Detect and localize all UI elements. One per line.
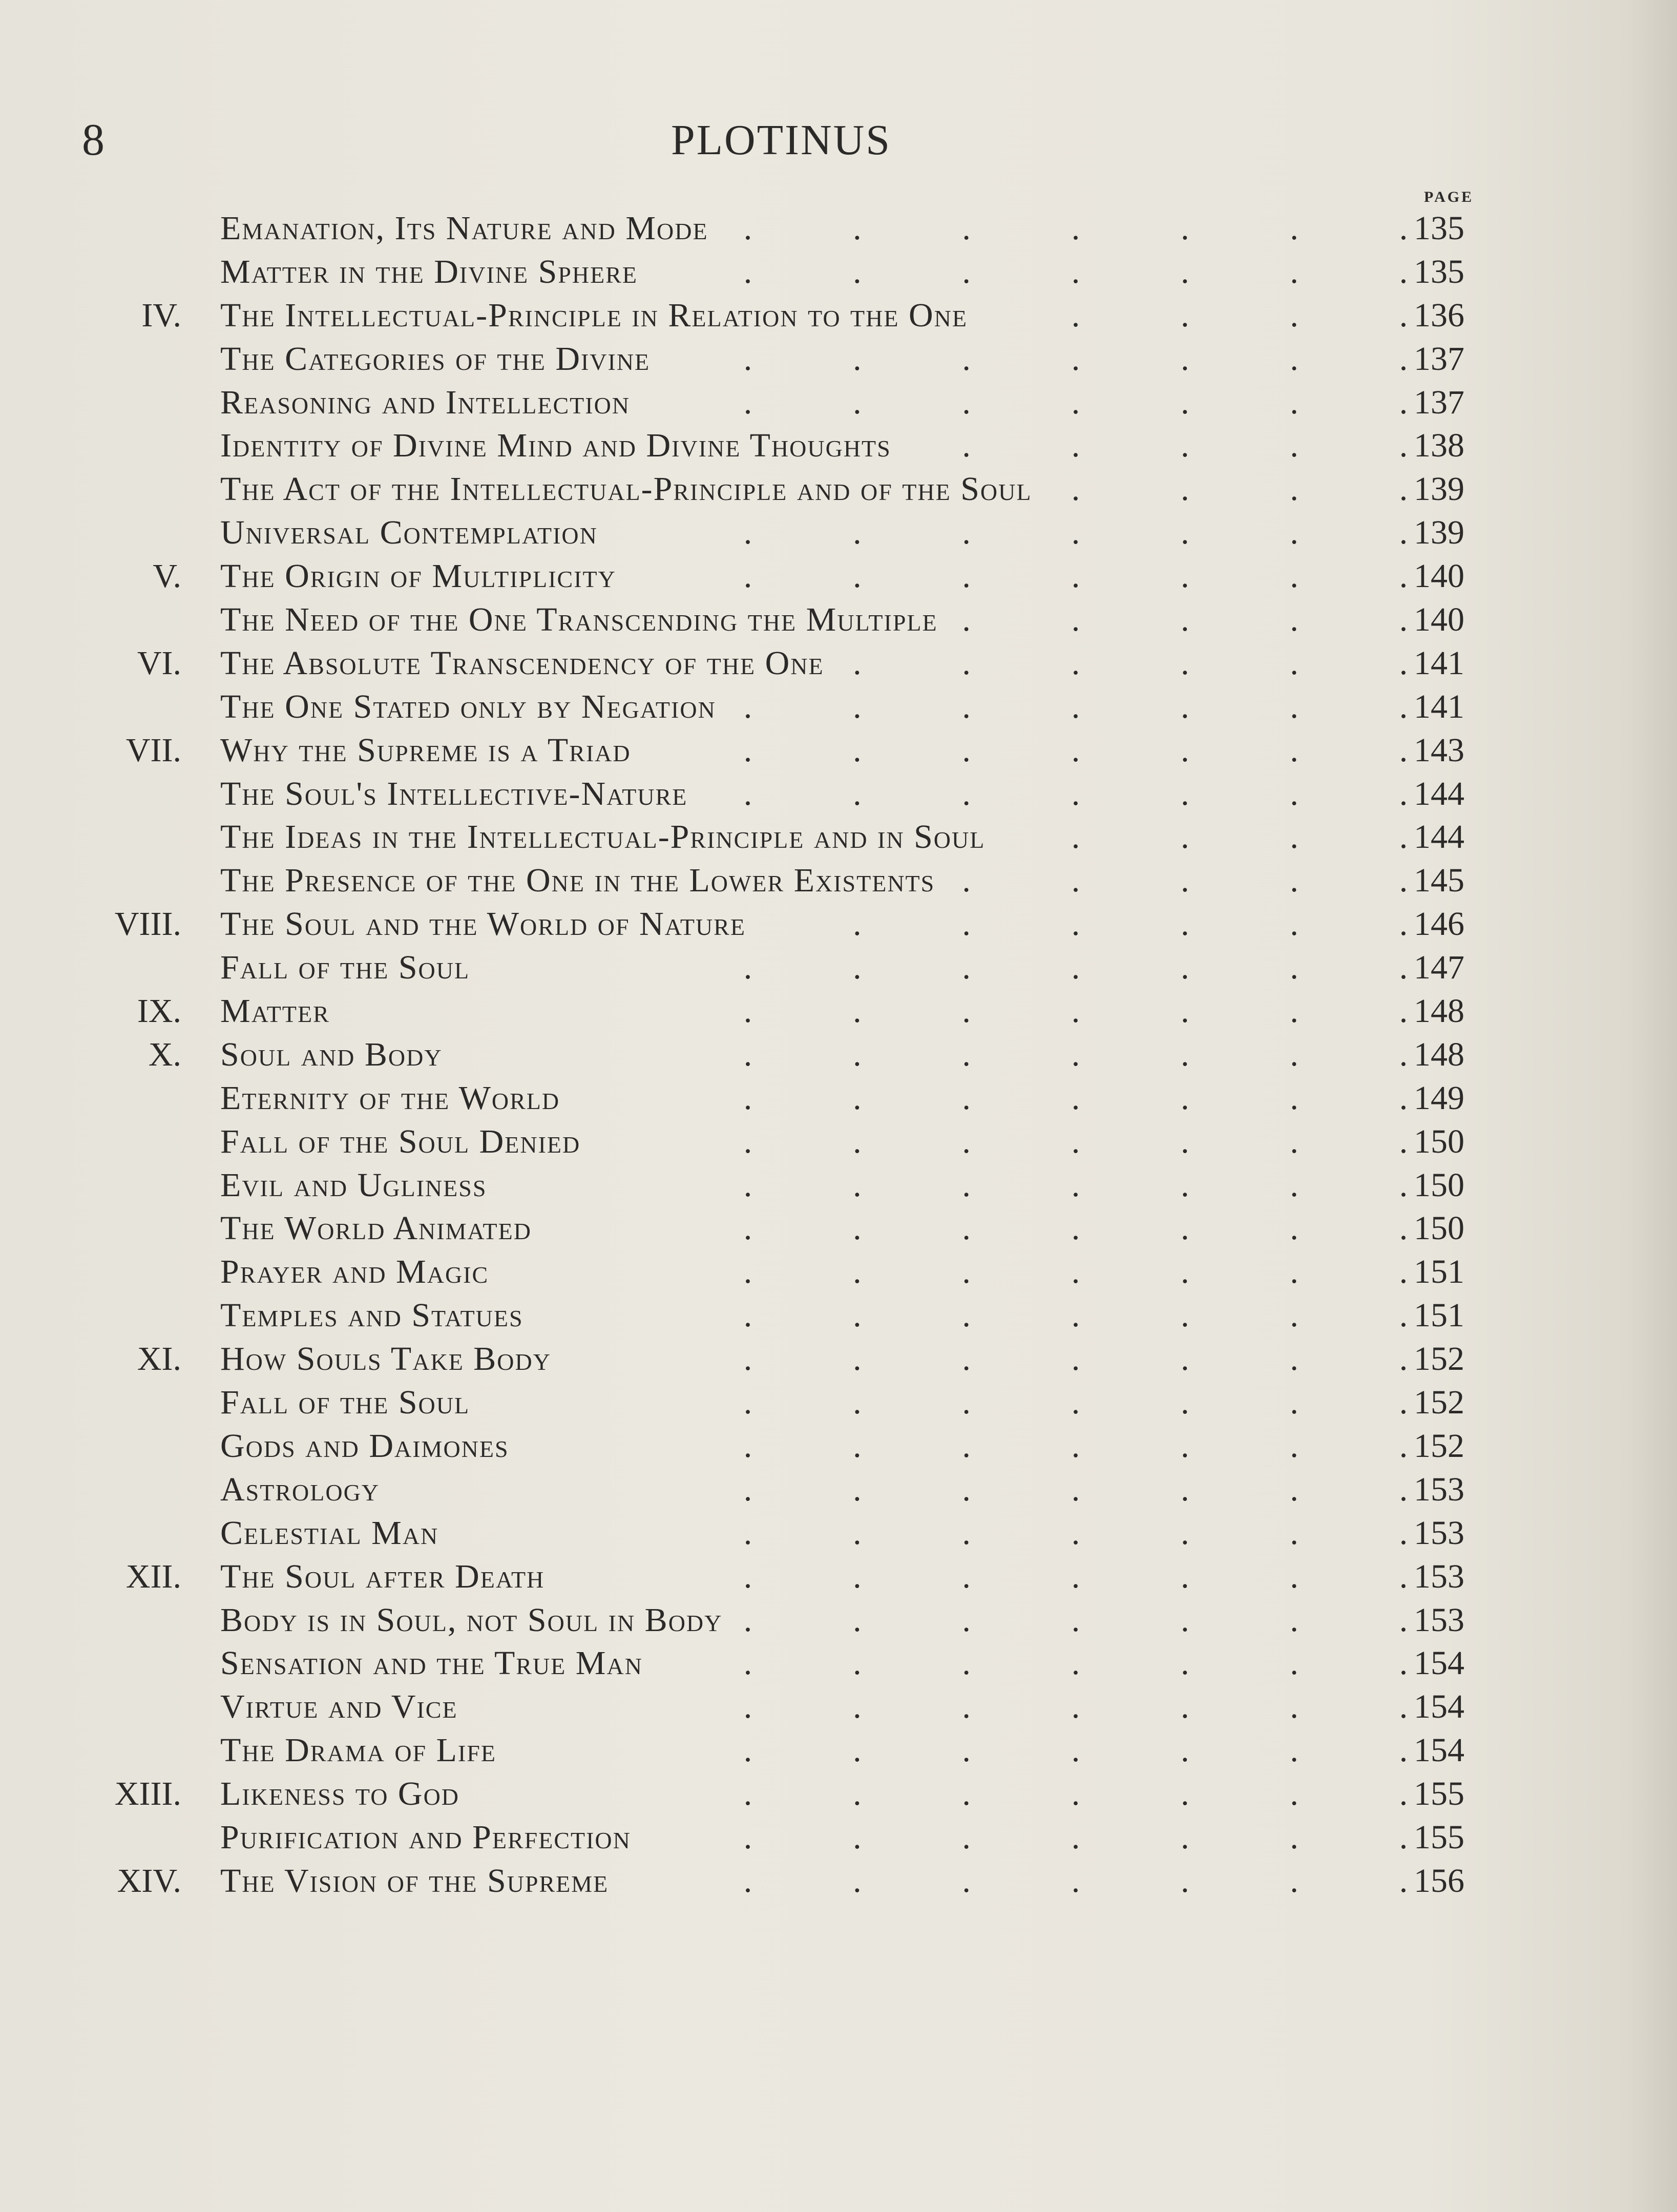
page-number: 140: [1414, 601, 1464, 639]
dot-leader: . . . . . . .: [743, 1688, 1408, 1726]
toc-entry: [0, 1424, 1677, 1468]
chapter-number: XI.: [137, 1340, 181, 1378]
toc-entry: [0, 1641, 1677, 1685]
page-number: 153: [1414, 1601, 1464, 1639]
toc-entry: [0, 1206, 1677, 1250]
entry-title: Reasoning and Intellection: [220, 383, 631, 421]
dot-leader: . . . . . . .: [743, 775, 1408, 812]
dot-leader: . . . . .: [962, 862, 1408, 900]
dot-leader: . . . . . . .: [743, 949, 1408, 987]
page-number: 152: [1414, 1340, 1464, 1378]
page-number: 135: [1414, 253, 1464, 290]
entry-title: Eternity of the World: [220, 1079, 560, 1117]
toc-entry: [0, 1120, 1677, 1163]
entry-title: Fall of the Soul Denied: [220, 1122, 581, 1160]
toc-entry: [0, 337, 1677, 381]
page-number: 144: [1414, 775, 1464, 812]
entry-title: Matter: [220, 992, 330, 1030]
entry-title: The Need of the One Transcending the Multiple: [220, 601, 938, 639]
page-number: 136: [1414, 296, 1464, 334]
chapter-number: IX.: [137, 992, 181, 1030]
toc-entry: [0, 1250, 1677, 1293]
entry-title: The Soul after Death: [220, 1557, 545, 1595]
dot-leader: . . . .: [1071, 296, 1408, 334]
entry-title: The Drama of Life: [220, 1731, 496, 1769]
dot-leader: . . . . . .: [853, 905, 1408, 943]
dot-leader: . . . . . . .: [743, 1514, 1408, 1552]
dot-leader: . . . . . . .: [743, 1209, 1408, 1247]
page-number: 143: [1414, 731, 1464, 769]
dot-leader: . . . . . . .: [743, 731, 1408, 769]
dot-leader: . . . . . . .: [743, 340, 1408, 378]
toc-entry: [0, 1337, 1677, 1381]
folio-number: 8: [82, 115, 104, 165]
toc-entry: [0, 685, 1677, 728]
entry-title: Astrology: [220, 1470, 380, 1508]
page-number: 153: [1414, 1470, 1464, 1508]
dot-leader: . . . . . . .: [743, 1035, 1408, 1073]
chapter-number: VII.: [125, 731, 181, 769]
page-number: 145: [1414, 862, 1464, 900]
page-number: 147: [1414, 949, 1464, 987]
page-number: 151: [1414, 1253, 1464, 1291]
chapter-number: XIII.: [114, 1775, 181, 1813]
dot-leader: . . . . . . .: [743, 383, 1408, 421]
dot-leader: . . . . . . .: [743, 514, 1408, 552]
table-of-contents: [0, 206, 1677, 1903]
toc-entry: [0, 1468, 1677, 1511]
entry-title: Temples and Statues: [220, 1297, 523, 1334]
entry-title: The Ideas in the Intellectual-Principle and in Soul: [220, 818, 986, 856]
page-number: 150: [1414, 1122, 1464, 1160]
page-number: 154: [1414, 1688, 1464, 1726]
dot-leader: . . . . .: [962, 427, 1408, 465]
dot-leader: . . . . . . .: [743, 687, 1408, 725]
chapter-number: IV.: [141, 296, 181, 334]
page-number: 152: [1414, 1427, 1464, 1465]
entry-title: Fall of the Soul: [220, 949, 470, 987]
toc-entry: [0, 1163, 1677, 1207]
toc-entry: [0, 641, 1677, 685]
dot-leader: . . . . . . .: [743, 557, 1408, 595]
chapter-number: VIII.: [114, 905, 181, 943]
toc-entry: [0, 1728, 1677, 1772]
dot-leader: . . . . . . .: [743, 1818, 1408, 1856]
dot-leader: . . . . . . .: [743, 1862, 1408, 1900]
chapter-number: V.: [153, 557, 181, 595]
toc-entry: [0, 1685, 1677, 1728]
toc-entry: [0, 1381, 1677, 1424]
chapter-number: X.: [148, 1035, 181, 1073]
entry-title: Evil and Ugliness: [220, 1166, 487, 1204]
page-column-label: PAGE: [1424, 189, 1474, 205]
toc-entry: [0, 1815, 1677, 1859]
toc-entry: [0, 1033, 1677, 1076]
entry-title: How Souls Take Body: [220, 1340, 551, 1378]
toc-entry: [0, 728, 1677, 772]
entry-title: The Act of the Intellectual-Principle and of the Soul: [220, 470, 1032, 508]
page-number: 153: [1414, 1514, 1464, 1552]
entry-title: Universal Contemplation: [220, 514, 598, 552]
entry-title: Purification and Perfection: [220, 1818, 631, 1856]
page-number: 135: [1414, 210, 1464, 247]
entry-title: Matter in the Divine Sphere: [220, 253, 638, 290]
toc-entry: [0, 1772, 1677, 1815]
dot-leader: . . . .: [1071, 818, 1408, 856]
entry-title: The World Animated: [220, 1209, 532, 1247]
dot-leader: . . . . . . .: [743, 253, 1408, 290]
entry-title: The Intellectual-Principle in Relation to the One: [220, 296, 968, 334]
entry-title: Gods and Daimones: [220, 1427, 509, 1465]
dot-leader: . . . . . . .: [743, 1384, 1408, 1422]
page-number: 155: [1414, 1775, 1464, 1813]
dot-leader: . . . . . . .: [743, 1166, 1408, 1204]
toc-entry: [0, 1598, 1677, 1642]
toc-entry: [0, 1555, 1677, 1598]
page-number: 154: [1414, 1644, 1464, 1682]
entry-title: The Soul's Intellective-Nature: [220, 775, 688, 812]
page-number: 150: [1414, 1209, 1464, 1247]
dot-leader: . . . . . . .: [743, 1470, 1408, 1508]
page-number: 154: [1414, 1731, 1464, 1769]
entry-title: Sensation and the True Man: [220, 1644, 643, 1682]
page-number: 148: [1414, 992, 1464, 1030]
entry-title: Fall of the Soul: [220, 1384, 470, 1422]
entry-title: Identity of Divine Mind and Divine Thoughts: [220, 427, 891, 465]
dot-leader: . . . . . . .: [743, 1644, 1408, 1682]
entry-title: Virtue and Vice: [220, 1688, 458, 1726]
dot-leader: . . . . . . .: [743, 1427, 1408, 1465]
page-number: 155: [1414, 1818, 1464, 1856]
dot-leader: . . . . . . .: [743, 1122, 1408, 1160]
toc-entry: [0, 946, 1677, 989]
toc-entry: [0, 511, 1677, 554]
toc-entry: [0, 815, 1677, 859]
dot-leader: . . . . .: [962, 601, 1408, 639]
dot-leader: . . . . . . .: [743, 1297, 1408, 1334]
page-number: 146: [1414, 905, 1464, 943]
entry-title: The Categories of the Divine: [220, 340, 651, 378]
entry-title: The Absolute Transcendency of the One: [220, 644, 824, 682]
dot-leader: . . . . . . .: [743, 1340, 1408, 1378]
chapter-number: XII.: [125, 1557, 181, 1595]
toc-entry: [0, 1511, 1677, 1555]
entry-title: The Vision of the Supreme: [220, 1862, 609, 1900]
dot-leader: . . . . . . .: [743, 210, 1408, 247]
dot-leader: . . . . . . .: [743, 1079, 1408, 1117]
page-number: 149: [1414, 1079, 1464, 1117]
page-number: 139: [1414, 470, 1464, 508]
page-number: 148: [1414, 1035, 1464, 1073]
dot-leader: . . . . . . .: [743, 1731, 1408, 1769]
page-number: 150: [1414, 1166, 1464, 1204]
toc-entry: [0, 250, 1677, 294]
dot-leader: . . . . . .: [853, 644, 1408, 682]
page-number: 153: [1414, 1557, 1464, 1595]
toc-entry: [0, 598, 1677, 641]
dot-leader: . . . . . . .: [743, 1557, 1408, 1595]
entry-title: Likeness to God: [220, 1775, 460, 1813]
page-number: 141: [1414, 644, 1464, 682]
page-number: 139: [1414, 514, 1464, 552]
toc-entry: [0, 381, 1677, 424]
toc-entry: [0, 424, 1677, 467]
entry-title: Emanation, Its Nature and Mode: [220, 210, 708, 247]
running-title: PLOTINUS: [671, 116, 892, 164]
page-number: 141: [1414, 687, 1464, 725]
entry-title: Prayer and Magic: [220, 1253, 489, 1291]
entry-title: The Soul and the World of Nature: [220, 905, 746, 943]
toc-entry: [0, 859, 1677, 902]
toc-entry: [0, 1076, 1677, 1120]
page-number: 151: [1414, 1297, 1464, 1334]
toc-entry: [0, 1859, 1677, 1903]
chapter-number: VI.: [137, 644, 181, 682]
dot-leader: . . . .: [1071, 470, 1408, 508]
toc-entry: [0, 772, 1677, 816]
page-number: 138: [1414, 427, 1464, 465]
toc-entry: [0, 294, 1677, 337]
dot-leader: . . . . . . .: [743, 1775, 1408, 1813]
dot-leader: . . . . . . .: [743, 1601, 1408, 1639]
page-number: 144: [1414, 818, 1464, 856]
page-number: 137: [1414, 383, 1464, 421]
page-number: 140: [1414, 557, 1464, 595]
toc-entry: [0, 467, 1677, 511]
dot-leader: . . . . . . .: [743, 1253, 1408, 1291]
chapter-number: XIV.: [117, 1862, 181, 1900]
page-number: 137: [1414, 340, 1464, 378]
toc-entry: [0, 989, 1677, 1033]
toc-entry: [0, 206, 1677, 250]
entry-title: The Presence of the One in the Lower Existents: [220, 862, 935, 900]
entry-title: Body is in Soul, not Soul in Body: [220, 1601, 723, 1639]
entry-title: Why the Supreme is a Triad: [220, 731, 631, 769]
dot-leader: . . . . . . .: [743, 992, 1408, 1030]
page-number: 152: [1414, 1384, 1464, 1422]
toc-entry: [0, 554, 1677, 598]
toc-entry: [0, 1293, 1677, 1337]
entry-title: Soul and Body: [220, 1035, 443, 1073]
entry-title: The One Stated only by Negation: [220, 687, 716, 725]
entry-title: The Origin of Multiplicity: [220, 557, 616, 595]
toc-entry: [0, 902, 1677, 946]
page-number: 156: [1414, 1862, 1464, 1900]
entry-title: Celestial Man: [220, 1514, 439, 1552]
